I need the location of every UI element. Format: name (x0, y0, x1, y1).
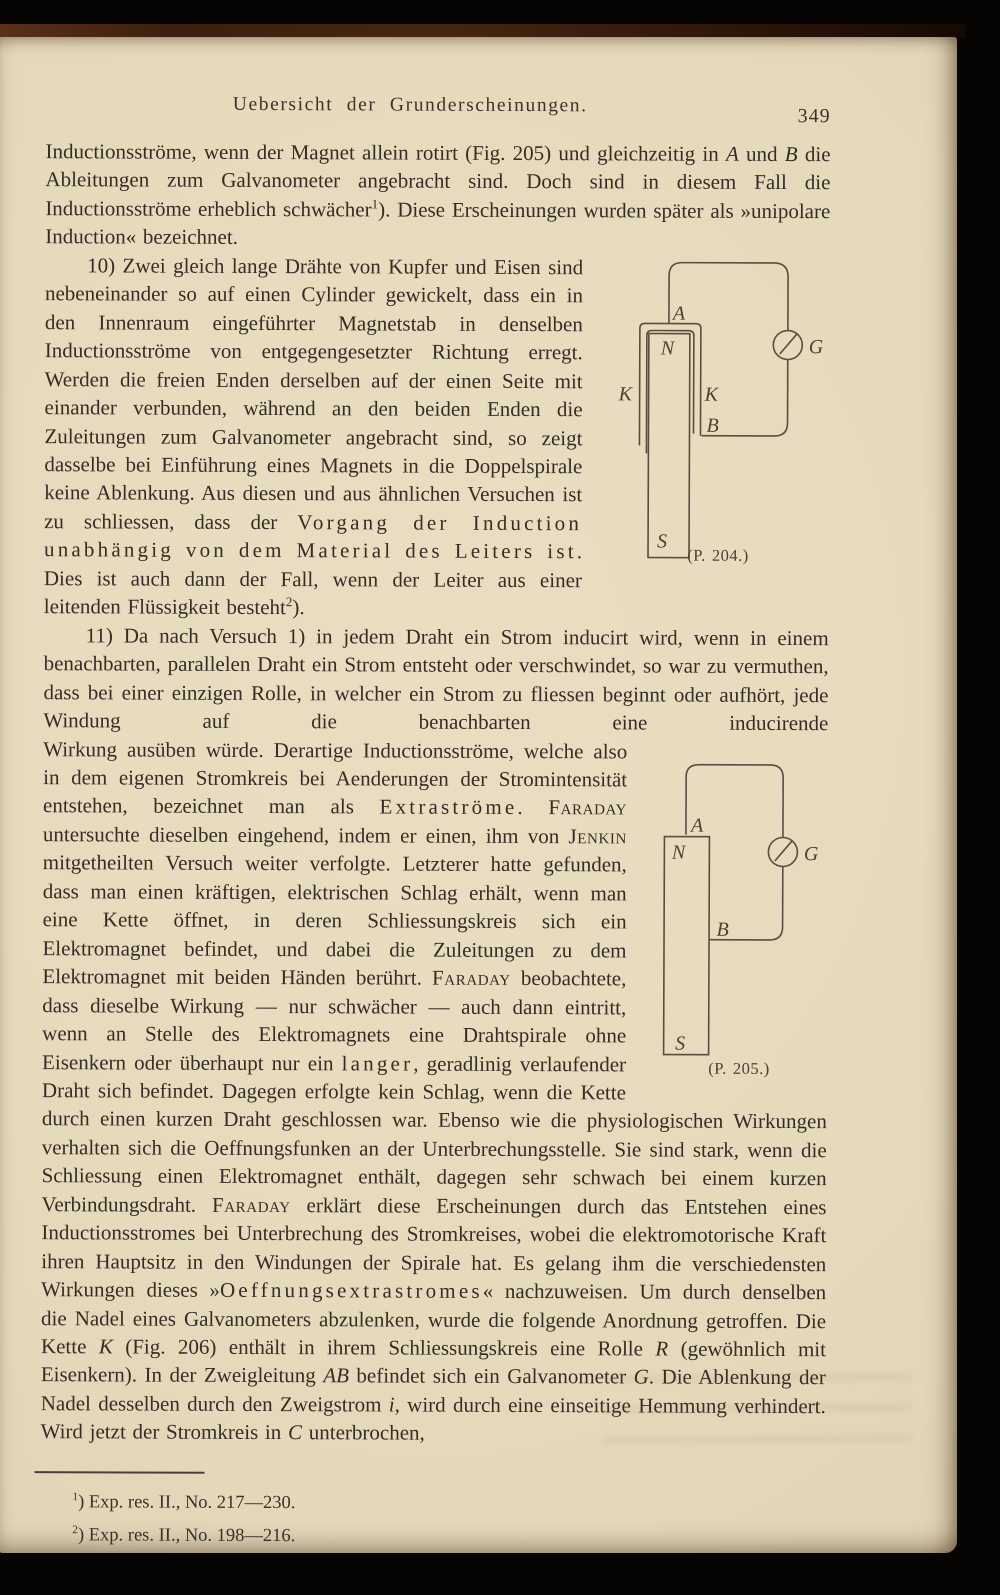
wire-top-loop (669, 262, 788, 329)
label-S: S (657, 530, 668, 553)
label-N: N (660, 337, 675, 360)
magnet-bar (648, 333, 690, 557)
paragraph-intro-text: Inductionsströme, wenn der Magnet allein rotirt (Fig. 205) und gleichzeitig in A und B die Ableitungen zum Galvanometer angebracht sind. Doch sind in diesem Fall die Inductionsströme erheblich schwächer$^1$). Diese Erscheinungen wurden später als »unipolare Induction« bezeichnet. (45, 139, 831, 250)
galvanometer-needle (775, 840, 792, 860)
magnet-bar (664, 836, 710, 1054)
running-header-title: Uebersicht der Grunderscheinungen. (232, 93, 588, 117)
figure-caption-p205: (P. 205.) (708, 1058, 770, 1078)
label-B: B (706, 414, 719, 437)
label-G: G (808, 335, 824, 358)
paragraph-intro (45, 137, 830, 254)
galvanometer-needle (780, 334, 797, 354)
figure-caption-p204: (P. 204.) (687, 545, 749, 565)
paragraph-10 (44, 251, 830, 624)
label-G: G (803, 842, 819, 865)
footnote-1 (72, 1486, 825, 1522)
book-spine-edge (0, 24, 965, 38)
circuit-diagram-p204 (606, 249, 832, 564)
label-K-left: K (618, 383, 633, 406)
page-header (46, 93, 831, 128)
label-A: A (672, 302, 686, 325)
footnote-2-text: $^2$) Exp. res. II., No. 198—216. (72, 1523, 296, 1546)
figure-p204 (596, 253, 830, 568)
footnote-separator (34, 1471, 204, 1474)
label-A: A (690, 814, 704, 837)
circuit-diagram-p205 (636, 739, 882, 1078)
paragraph-11b-text: Wirkung ausüben würde. Derartige Inductionsströme, welche also in dem eigenen Stromkreis bei Aenderungen der Stromintensität entstehen, bezeichnet man als Extraströme. Faraday untersuchte dieselben eingehend, indem er einen, ihm von Jenkin mitgetheilten Versuch weiter verfolgte. Letzterer hatte gefunden, dass man einen kräftigen, elektrischen Schlag erhält, wenn man eine Kette öffnet, in deren Schliessungskreis sich ein Elektromagnet befindet, und dabei die Zuleitungen zu dem Elektromagnet mit beiden Händen berührt. Faraday beobachtete, dass dieselbe Wirkung — nur schwächer — auch dann eintritt, wenn an Stelle des Elektromagnets eine Drahtspirale ohne Eisenkern oder überhaupt nur ein langer, geradlinig verlaufender Draht sich befindet. Dagegen erfolgte kein Schlag, wenn die Kette durch einen kurzen Draht geschlossen war. Ebenso wie die physiologischen Wirkungen verhalten sich die Oeffnungsfunken an der Unterbrechungsstelle. Sie sind stark, wenn die Schliessung einen Elektromagnet enthält, dagegen sehr schwach bei einem kurzen Verbindungsdraht. Faraday erklärt diese Erscheinungen durch das Entstehen eines Inductionsstromes bei Unterbrechung des Stromkreises, wobei die elektromotorische Kraft ihren Hauptsitz in den Windungen der Spirale hat. Es gelang ihm die verschiedensten Wirkungen dieses »Oeffnungsextrastromes« nachzuweisen. Um durch denselben die Nadel eines Galvanometers abzulenken, wurde die folgende Anordnung getroffen. Die Kette K (Fig. 206) enthält in ihrem Schliessungskreis eine Rolle R (gewöhnlich mit Eisenkern). In der Zweigleitung AB befindet sich ein Galvanometer G. Die Ablenkung der Nadel desselben durch den Zweigstrom i, wird durch eine einseitige Hemmung verhindert. Wird jetzt der Stromkreis in C unterbrochen, (40, 736, 827, 1446)
paragraph-11a-text: 11) Da nach Versuch 1) in jedem Draht ein Strom inducirt wird, wenn in einem benachbarten, parallelen Draht ein Strom entsteht oder verschwindet, so war zu vermuthen, dass bei einer einzigen Rolle, in welcher ein Strom zu fliessen beginnt oder aufhört, jede Windung auf die benachbarten eine inducirende (43, 623, 829, 736)
label-B: B (716, 918, 729, 941)
bleed-through-text (602, 1372, 913, 1464)
book-page (0, 37, 957, 1553)
footnote-2 (72, 1519, 825, 1555)
page-number: 349 (797, 105, 831, 128)
paragraph-11b (41, 735, 829, 1449)
label-K-right: K (704, 383, 719, 406)
page-content (0, 37, 957, 1556)
paragraph-11a (43, 621, 828, 738)
footnotes (40, 1486, 825, 1555)
body-text (41, 137, 831, 1449)
footnote-1-text: $^1$) Exp. res. II., No. 217—230. (72, 1490, 296, 1513)
figure-p205 (634, 739, 828, 1080)
label-N: N (671, 841, 686, 864)
paragraph-10-text: 10) Zwei gleich lange Drähte von Kupfer und Eisen sind nebeneinander so auf einen Cylinder gewickelt, dass ein in den Innenraum eingeführter Magnetstab in denselben Inductionsströme von entgegengesetzter Richtung erregt. Werden die freien Enden derselben auf der einen Seite mit einander verbunden, während an den beiden Enden die Zuleitungen zum Galvanometer angebracht sind, so zeigt dasselbe bei Einführung eines Magnets in die Doppelspirale keine Ablenkung. Aus diesen und aus ähnlichen Versuchen ist zu schliessen, dass der Vorgang der Induction unabhängig von dem Material des Leiters ist. Dies ist auch dann der Fall, wenn der Leiter aus einer leitenden Flüssigkeit besteht$^2$). (43, 253, 584, 620)
label-S: S (675, 1032, 686, 1055)
